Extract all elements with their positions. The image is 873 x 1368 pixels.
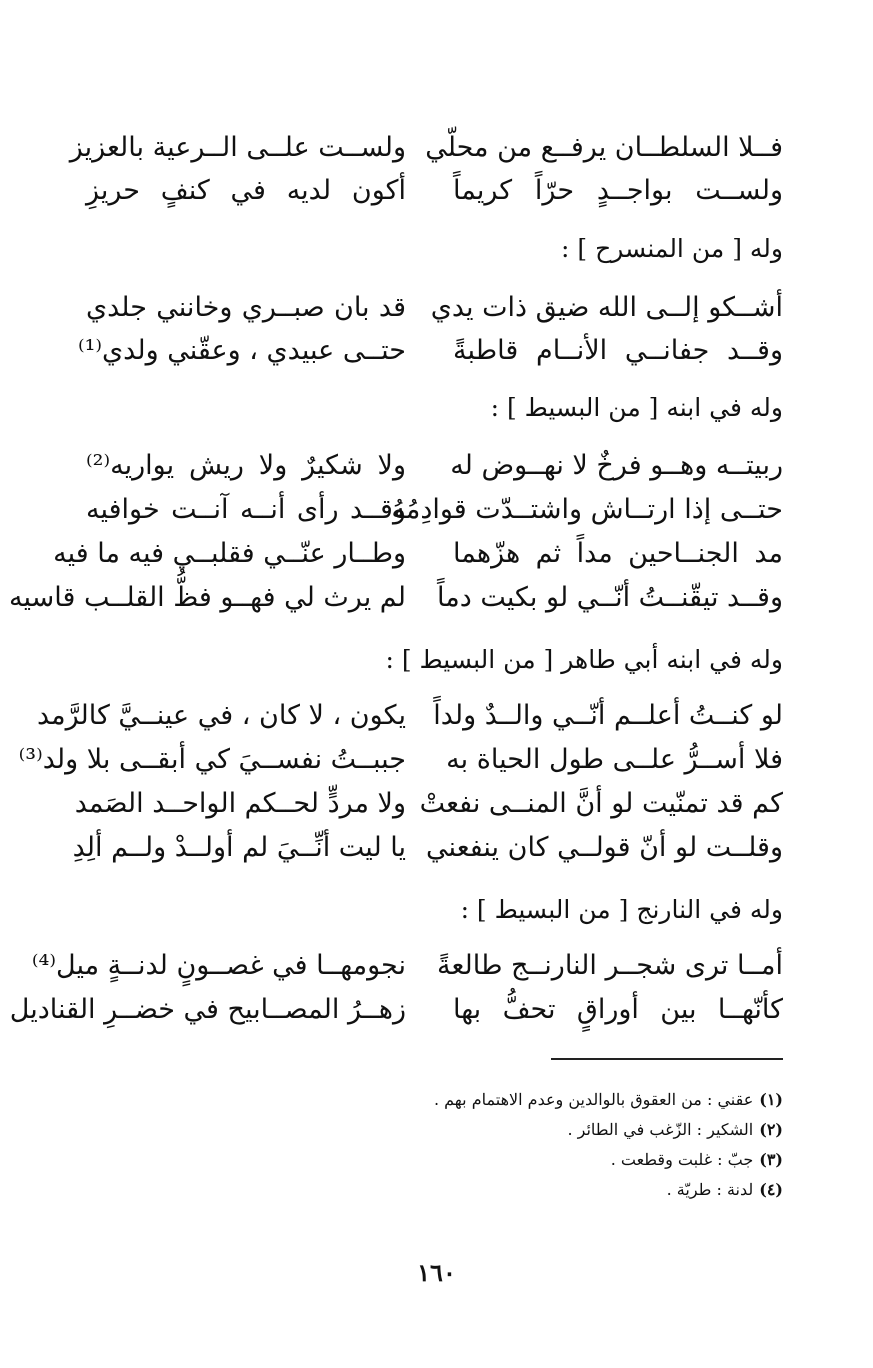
footnote-number: (٤) [759, 1180, 783, 1199]
footnote [611, 1146, 783, 1174]
verse-hemistich-right: وقــد تيقّنــتُ أنّــي لو بكيت دماً [437, 582, 783, 613]
verse-hemistich-right: أمــا ترى شجــر النارنــج طالعةً [436, 950, 783, 981]
verse-hemistich-right: كم قد تمنّيت لو أنَّ المنــى نفعتْ [419, 788, 783, 819]
verse-hemistich-left: نجومهــا في غصــونٍ لدنــةٍ ميل⁽⁴⁾ [31, 950, 406, 981]
footnote-text: جبّ : غلبت وقطعت . [610, 1150, 754, 1169]
verse-hemistich-left: حتــى عبيدي ، وعقّني ولدي⁽¹⁾ [77, 335, 406, 366]
footnote [667, 1176, 783, 1204]
verse-hemistich-left: ولا شكيرٌ ولا ريش يواريه⁽²⁾ [86, 450, 406, 481]
verse-hemistich-left: يكون ، لا كان ، في عينــيَّ كالرَّمد [37, 700, 406, 731]
poem-heading: وله في ابنه [ من البسيط ] : [490, 393, 783, 422]
verse-hemistich-right: مد الجنــاحين مداً ثم هزّهما [453, 538, 783, 569]
footnote [567, 1116, 783, 1144]
footnote-number: (١) [759, 1090, 783, 1109]
verse-hemistich-left: لم يرث لي فهــو فظُّ القلــب قاسيه [9, 582, 406, 613]
verse-hemistich-left: وطــار عنّــي فقلبــي فيه ما فيه [53, 538, 406, 569]
verse-hemistich-left: يا ليت أنِّــيَ لم أولــدْ ولــم ألِدِ [72, 832, 406, 863]
poem-heading: وله في ابنه أبي طاهر [ من البسيط ] : [385, 645, 783, 674]
verse-hemistich-left: ولســت علــى الــرعية بالعزيز [69, 132, 406, 163]
poem-heading: وله في النارنج [ من البسيط ] : [460, 895, 783, 924]
poem-heading: وله [ من المنسرح ] : [561, 234, 783, 263]
footnote [434, 1086, 783, 1114]
verse-hemistich-right: ربيتــه وهــو فرخٌ لا نهــوض له [450, 450, 783, 481]
verse-hemistich-left: جببــتُ نفســيَ كي أبقــى بلا ولد⁽³⁾ [18, 744, 406, 775]
verse-hemistich-right: وقلــت لو أنّ قولــي كان ينفعني [426, 832, 783, 863]
footnote-text: الشكير : الزّغب في الطائر . [567, 1120, 754, 1139]
verse-hemistich-right: حتــى إذا ارتــاش واشتــدّت قوادِمُهُ [391, 494, 783, 525]
verse-hemistich-left: قد بان صبــري وخانني جلدي [86, 292, 406, 323]
verse-hemistich-right: فلا أســرُّ علــى طول الحياة به [446, 744, 783, 775]
verse-hemistich-left: وقــد رأى أنــه آنــت خوافيه [86, 494, 406, 525]
page-number: ١٦٠ [417, 1258, 456, 1287]
verse-hemistich-right: فــلا السلطــان يرفــع من محلّي [425, 132, 783, 163]
verse-hemistich-left: أكون لديه في كنفٍ حريزِ [86, 175, 406, 206]
verse-hemistich-right: أشــكو إلــى الله ضيق ذات يدي [430, 292, 783, 323]
footnote-text: عقني : من العقوق بالوالدين وعدم الاهتمام بهم . [433, 1090, 754, 1109]
footnote-number: (٢) [759, 1120, 783, 1139]
footnote-text: لدنة : طريّة . [666, 1180, 754, 1199]
verse-hemistich-right: ولســت بواجــدٍ حرّاً كريماً [453, 175, 783, 206]
footnote-separator [551, 1058, 783, 1060]
verse-hemistich-right: وقــد جفانــي الأنــام قاطبةً [453, 335, 783, 366]
verse-hemistich-left: ولا مردٍّ لحــكم الواحــد الصَمد [74, 788, 406, 819]
verse-hemistich-left: زهــرُ المصــابيح في خضــرِ القناديل [9, 994, 406, 1025]
verse-hemistich-right: لو كنــتُ أعلــم أنّــي والــدٌ ولداً [433, 700, 783, 731]
footnote-number: (٣) [759, 1150, 783, 1169]
verse-hemistich-right: كأنّهــا بين أوراقٍ تحفُّ بها [453, 994, 783, 1025]
